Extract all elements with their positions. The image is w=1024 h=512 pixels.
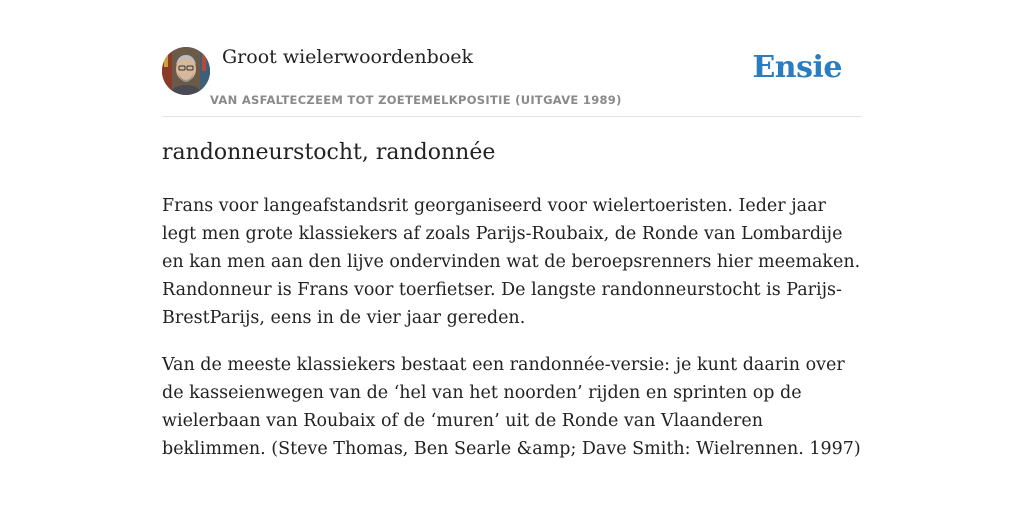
entry-body: [162, 192, 862, 482]
ensie-logo[interactable]: Ensie: [752, 50, 842, 85]
author-portrait-icon: [162, 47, 210, 95]
dictionary-title[interactable]: Groot wielerwoordenboek: [222, 46, 474, 68]
dictionary-subtitle: VAN ASFALTECZEEM TOT ZOETEMELKPOSITIE (UITGAVE 1989): [210, 93, 622, 107]
dictionary-header: [162, 0, 862, 117]
entry-term: randonneurstocht, randonnée: [162, 140, 496, 165]
author-avatar[interactable]: [162, 47, 210, 95]
entry-card: [162, 0, 862, 512]
entry-paragraph-2: Van de meeste klassiekers bestaat een randonnée-versie: je kunt daarin over de kasseienwegen van de ‘hel van het noorden’ rijden en sprinten op de wielerbaan van Roubaix of de ‘muren’ uit de Ronde van Vlaanderen beklimmen. (Steve Thomas, Ben Searle &amp; Dave Smith: Wielrennen. 1997): [162, 355, 861, 459]
entry-paragraph-1: Frans voor langeafstandsrit georganiseerd voor wielertoeristen. Ieder jaar legt men grote klassiekers af zoals Parijs-Roubaix, de Ronde van Lombardije en kan men aan den lijve ondervinden wat de beroepsrenners hier meemaken. Randonneur is Frans voor toerfietser. De langste randonneurstocht is Parijs-BrestParijs, eens in de vier jaar gereden.: [162, 196, 861, 328]
